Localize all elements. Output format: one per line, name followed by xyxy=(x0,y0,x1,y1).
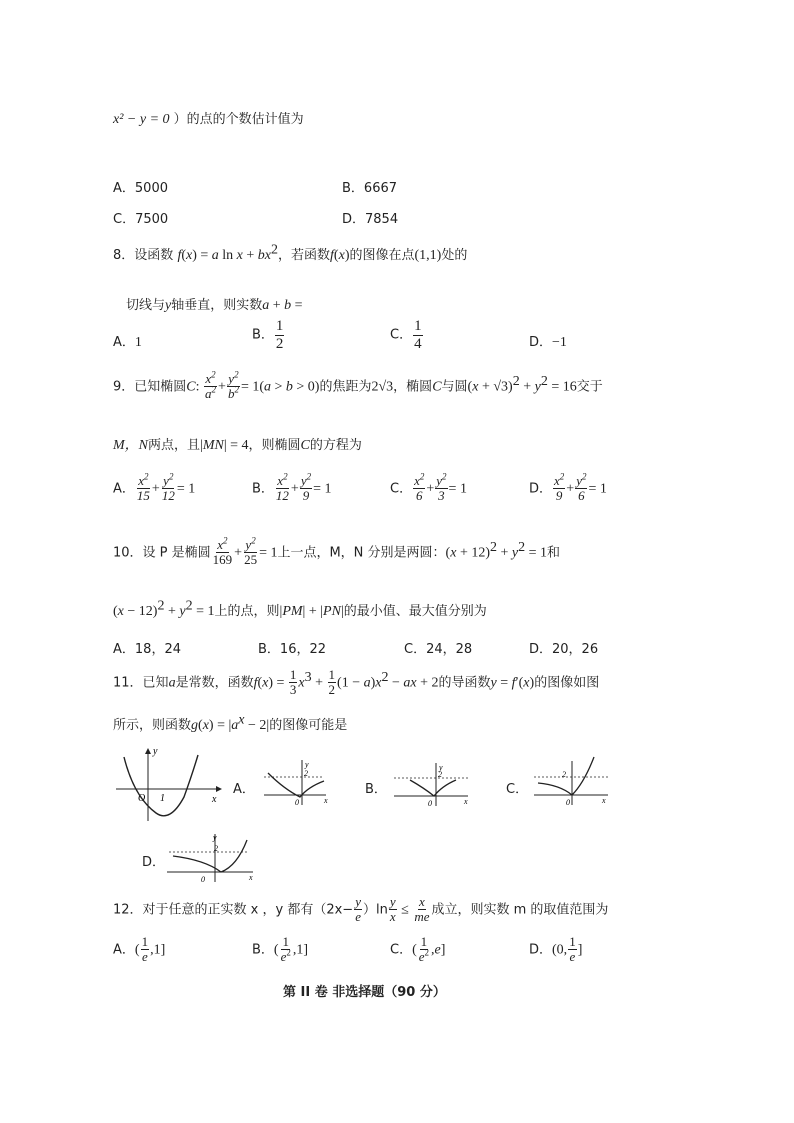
q11-option-d-label[interactable]: D． xyxy=(142,855,166,870)
q11-option-c-graph[interactable] xyxy=(532,755,612,807)
q10-stem-line2: $(x - 12)^2 + y^2 = 1$上的点，则|PM| + |PN|的最小值、最大值分别为 xyxy=(113,598,487,619)
svg-text:y: y xyxy=(439,763,443,772)
q9-stem: 9．已知椭圆C: $\frac{x^2}{a^2}$ + $\frac{y^2}{b^2}$ = 1(a > b > 0)的焦距为2√3，椭圆C与圆$(x + √3)^2 + y^2 = 16$交于 xyxy=(113,369,603,402)
q8-option-b[interactable]: B． $\frac{1}{2}$ xyxy=(252,318,284,352)
q9-option-a[interactable]: A． $\frac{x^2}{15}$ + $\frac{y^2}{12}$ = 1 xyxy=(113,471,196,504)
q8-stem-line2: 切线与y轴垂直，则实数a + b = xyxy=(126,298,303,313)
svg-text:0: 0 xyxy=(201,875,205,884)
q7-option-c[interactable]: C．7500 xyxy=(113,212,169,227)
q11-option-b-label[interactable]: B． xyxy=(365,782,387,797)
q10-stem: 10．设 P 是椭圆 $\frac{x^2}{169}$ + $\frac{y^2}{25}$ = 1上一点，M，N 分别是两圆：$(x + 12)^2 + y^2 = 1$和 xyxy=(113,535,561,568)
svg-text:x: x xyxy=(602,796,606,805)
svg-text:y: y xyxy=(153,746,158,757)
svg-text:2: 2 xyxy=(214,844,218,853)
svg-text:1: 1 xyxy=(160,793,165,804)
q11-option-a-graph[interactable] xyxy=(262,757,330,807)
svg-text:y: y xyxy=(213,833,217,842)
q7-option-d[interactable]: D．7854 xyxy=(342,212,399,227)
svg-text:0: 0 xyxy=(428,799,432,808)
svg-text:2: 2 xyxy=(304,769,308,778)
q7-option-a[interactable]: A．5000 xyxy=(113,181,168,196)
svg-text:x: x xyxy=(212,794,217,805)
q12-option-a[interactable]: A．( $\frac{1}{e}$ ,1] xyxy=(113,934,166,965)
q11-stem: 11．已知a是常数，函数f(x) = $\frac{1}{3}$ $x^3$ + $\frac{1}{2}$ $(1 - a)x^2$ − ax + 2的导函数y = f′(x)的图像如图 xyxy=(113,667,600,698)
q12-stem: 12．对于任意的正实数 x ，y 都有（2x− $\frac{y}{e}$ ）ln $\frac{y}{x}$ ≤ $\frac{x}{me}$ 成立，则实数 m 的取值范围为 xyxy=(113,894,609,925)
q8-option-c[interactable]: C． $\frac{1}{4}$ xyxy=(390,318,422,352)
q12-option-d[interactable]: D．(0, $\frac{1}{e}$ ] xyxy=(529,934,583,965)
q8-option-d[interactable]: D．−1 xyxy=(529,335,567,350)
svg-text:2: 2 xyxy=(562,770,566,779)
svg-text:x: x xyxy=(464,797,468,806)
q7-expr: x² − y = 0 xyxy=(113,112,170,127)
svg-text:2: 2 xyxy=(438,770,442,779)
q11-option-d-graph[interactable] xyxy=(165,830,260,884)
q7-text: ）的点的个数估计值为 xyxy=(173,112,304,127)
q10-option-c[interactable]: C．24，28 xyxy=(404,642,473,657)
q10-option-d[interactable]: D．20，26 xyxy=(529,642,599,657)
q11-option-b-graph[interactable] xyxy=(392,760,472,808)
q7-tail xyxy=(113,108,304,128)
q11-option-c-label[interactable]: C． xyxy=(506,782,529,797)
q10-option-b[interactable]: B．16，22 xyxy=(258,642,327,657)
q10-option-a[interactable]: A．18，24 xyxy=(113,642,181,657)
svg-text:x: x xyxy=(324,796,328,805)
section-title: 第 II 卷 非选择题（90 分） xyxy=(283,985,446,1000)
q11-stem-line2: 所示，则函数$g(x) = |a^x - 2|$的图像可能是 xyxy=(113,712,348,733)
svg-text:0: 0 xyxy=(295,798,299,807)
q8-option-a[interactable]: A．1 xyxy=(113,335,142,350)
q9-stem-line2: M，N两点，且|MN| = 4，则椭圆C的方程为 xyxy=(113,438,362,453)
q7-option-b[interactable]: B．6667 xyxy=(342,181,398,196)
q12-option-c[interactable]: C．( $\frac{1}{e^2}$ ,e] xyxy=(390,934,446,965)
q9-option-d[interactable]: D． $\frac{x^2}{9}$ + $\frac{y^2}{6}$ = 1 xyxy=(529,471,607,504)
q9-option-b[interactable]: B． $\frac{x^2}{12}$ + $\frac{y^2}{9}$ = 1 xyxy=(252,471,332,504)
q11-option-a-label[interactable]: A． xyxy=(233,782,255,797)
q9-option-c[interactable]: C． $\frac{x^2}{6}$ + $\frac{y^2}{3}$ = 1 xyxy=(390,471,467,504)
svg-text:O: O xyxy=(138,793,146,804)
q12-option-b[interactable]: B．( $\frac{1}{e^2}$ ,1] xyxy=(252,934,309,965)
svg-text:y: y xyxy=(305,760,309,769)
q11-derivative-graph xyxy=(112,745,224,823)
svg-text:x: x xyxy=(249,873,253,882)
q8-stem: 8．设函数 f(x) = a $\ln x + bx^2$，若函数f(x)的图像在点(1,1)处的 xyxy=(113,242,468,263)
svg-text:0: 0 xyxy=(566,798,570,807)
